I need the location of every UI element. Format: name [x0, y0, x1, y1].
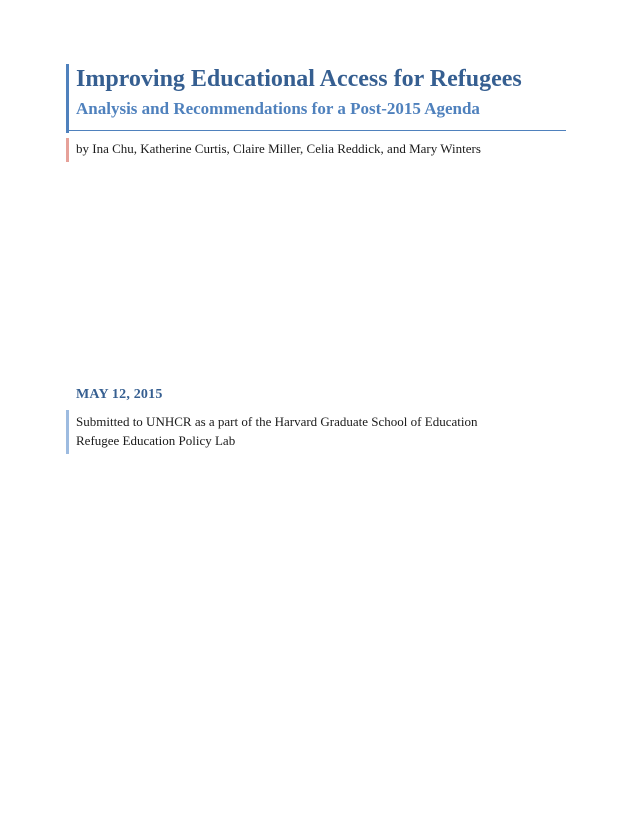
submission-accent-bar: [66, 410, 69, 454]
author-list: by Ina Chu, Katherine Curtis, Claire Miller, Celia Reddick, and Mary Winters: [76, 141, 481, 156]
document-date: MAY 12, 2015: [76, 387, 163, 402]
author-accent-bar: [66, 138, 69, 162]
author-block: [66, 138, 566, 162]
document-subtitle: Analysis and Recommendations for a Post-2015 Agenda: [76, 99, 480, 118]
submission-note: [76, 412, 564, 450]
document-title: Improving Educational Access for Refugees: [76, 66, 522, 92]
title-divider: [66, 130, 566, 131]
title-accent-bar: [66, 64, 69, 133]
submission-block: [66, 410, 566, 454]
title-block: [66, 62, 566, 134]
submission-line-2: Refugee Education Policy Lab: [76, 433, 236, 448]
submission-line-1: Submitted to UNHCR as a part of the Harvard Graduate School of Education: [76, 414, 478, 429]
